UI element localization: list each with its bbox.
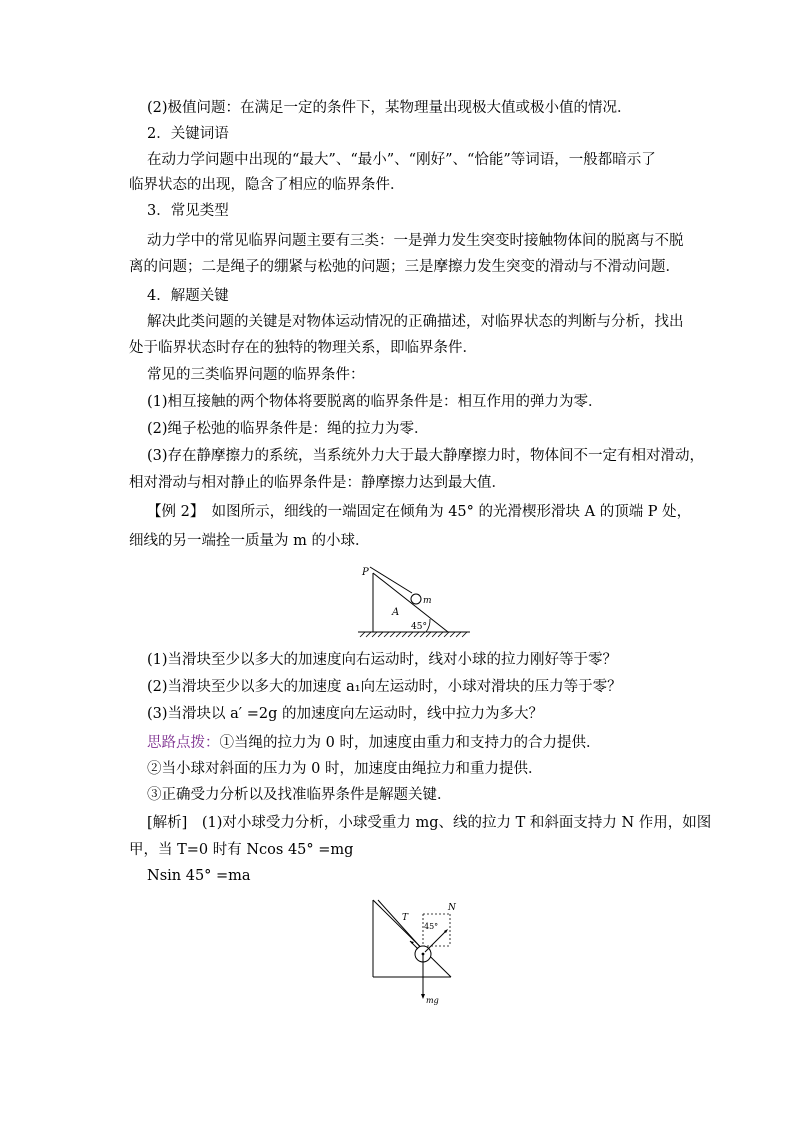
hint-label: 思路点拨： xyxy=(147,735,220,751)
ground-hatching xyxy=(360,632,467,637)
text-line: 离的问题；二是绳子的绷紧与松弛的问题；三是摩擦力发生突变的滑动与不滑动问题． xyxy=(129,259,680,275)
text-line: 临界状态的出现，隐含了相应的临界条件． xyxy=(129,177,405,193)
label-n: N xyxy=(448,903,456,913)
section-heading: 2．关键词语 xyxy=(147,126,229,142)
text-line: 细线的另一端拴一质量为 m 的小球． xyxy=(129,533,370,549)
hint-item: ③正确受力分析以及找准临界条件是解题关键． xyxy=(147,787,452,803)
text-line: 动力学中的常见临界问题主要有三类：一是弹力发生突变时接触物体间的脱离与不脱 xyxy=(147,233,684,249)
section-heading: 4．解题关键 xyxy=(147,288,229,304)
string-line xyxy=(370,567,412,593)
text-line: 常见的三类临界问题的临界条件： xyxy=(147,367,365,383)
wedge-figure xyxy=(356,563,472,639)
label-p: P xyxy=(362,567,369,578)
text-line: 在动力学问题中出现的“最大”、“最小”、“刚好”、“恰能”等词语，一般都暗示了 xyxy=(147,152,656,168)
section-heading: 3．常见类型 xyxy=(147,203,229,219)
analysis-line: 甲，当 T=0 时有 Ncos 45° =mg xyxy=(129,842,354,858)
question-line: (2)当滑块至少以多大的加速度 a₁向左运动时，小球对滑块的压力等于零？ xyxy=(147,679,622,695)
normal-force-arrow xyxy=(425,931,446,952)
text-line: 处于临界状态时存在的独特的物理关系，即临界条件． xyxy=(129,340,477,356)
ball xyxy=(411,594,421,604)
text-line: (2)极值问题：在满足一定的条件下，某物理量出现极大值或极小值的情况． xyxy=(147,100,632,116)
question-line: (3)当滑块以 a′ =2g 的加速度向左运动时，线中拉力为多大？ xyxy=(147,706,543,722)
example-title: 【例 2】 如图所示，细线的一端固定在倾角为 45° 的光滑楔形滑块 A 的顶端 P 处， xyxy=(147,504,692,520)
text-line: (3)存在静摩擦力的系统，当系统外力大于最大静摩擦力时，物体间不一定有相对滑动， xyxy=(147,448,705,464)
analysis-line: [解析] (1)对小球受力分析，小球受重力 mg、线的拉力 T 和斜面支持力 N 作用，如图 xyxy=(147,815,712,831)
text-line: (2)绳子松弛的临界条件是：绳的拉力为零． xyxy=(147,421,429,437)
label-angle: 45° xyxy=(411,622,427,632)
text-line: 相对滑动与相对静止的临界条件是：静摩擦力达到最大值． xyxy=(129,475,506,491)
hint-item: ②当小球对斜面的压力为 0 时，加速度由绳拉力和重力提供． xyxy=(147,761,543,777)
label-angle: 45° xyxy=(424,922,439,931)
force-diagram xyxy=(366,896,466,1006)
label-a: A xyxy=(392,607,400,618)
hint-line xyxy=(147,733,600,753)
string-line xyxy=(378,900,423,950)
label-m: m xyxy=(423,596,432,606)
question-line: (1)当滑块至少以多大的加速度向右运动时，线对小球的拉力刚好等于零？ xyxy=(147,652,618,668)
hint-item: ①当绳的拉力为 0 时，加速度由重力和支持力的合力提供． xyxy=(219,735,601,751)
text-line: 解决此类问题的关键是对物体运动情况的正确描述，对临界状态的判断与分析，找出 xyxy=(147,314,684,330)
label-t: T xyxy=(402,913,409,923)
label-mg: mg xyxy=(426,996,439,1005)
analysis-line: Nsin 45° =ma xyxy=(147,868,251,884)
text-line: (1)相互接触的两个物体将要脱离的临界条件是：相互作用的弹力为零． xyxy=(147,394,603,410)
